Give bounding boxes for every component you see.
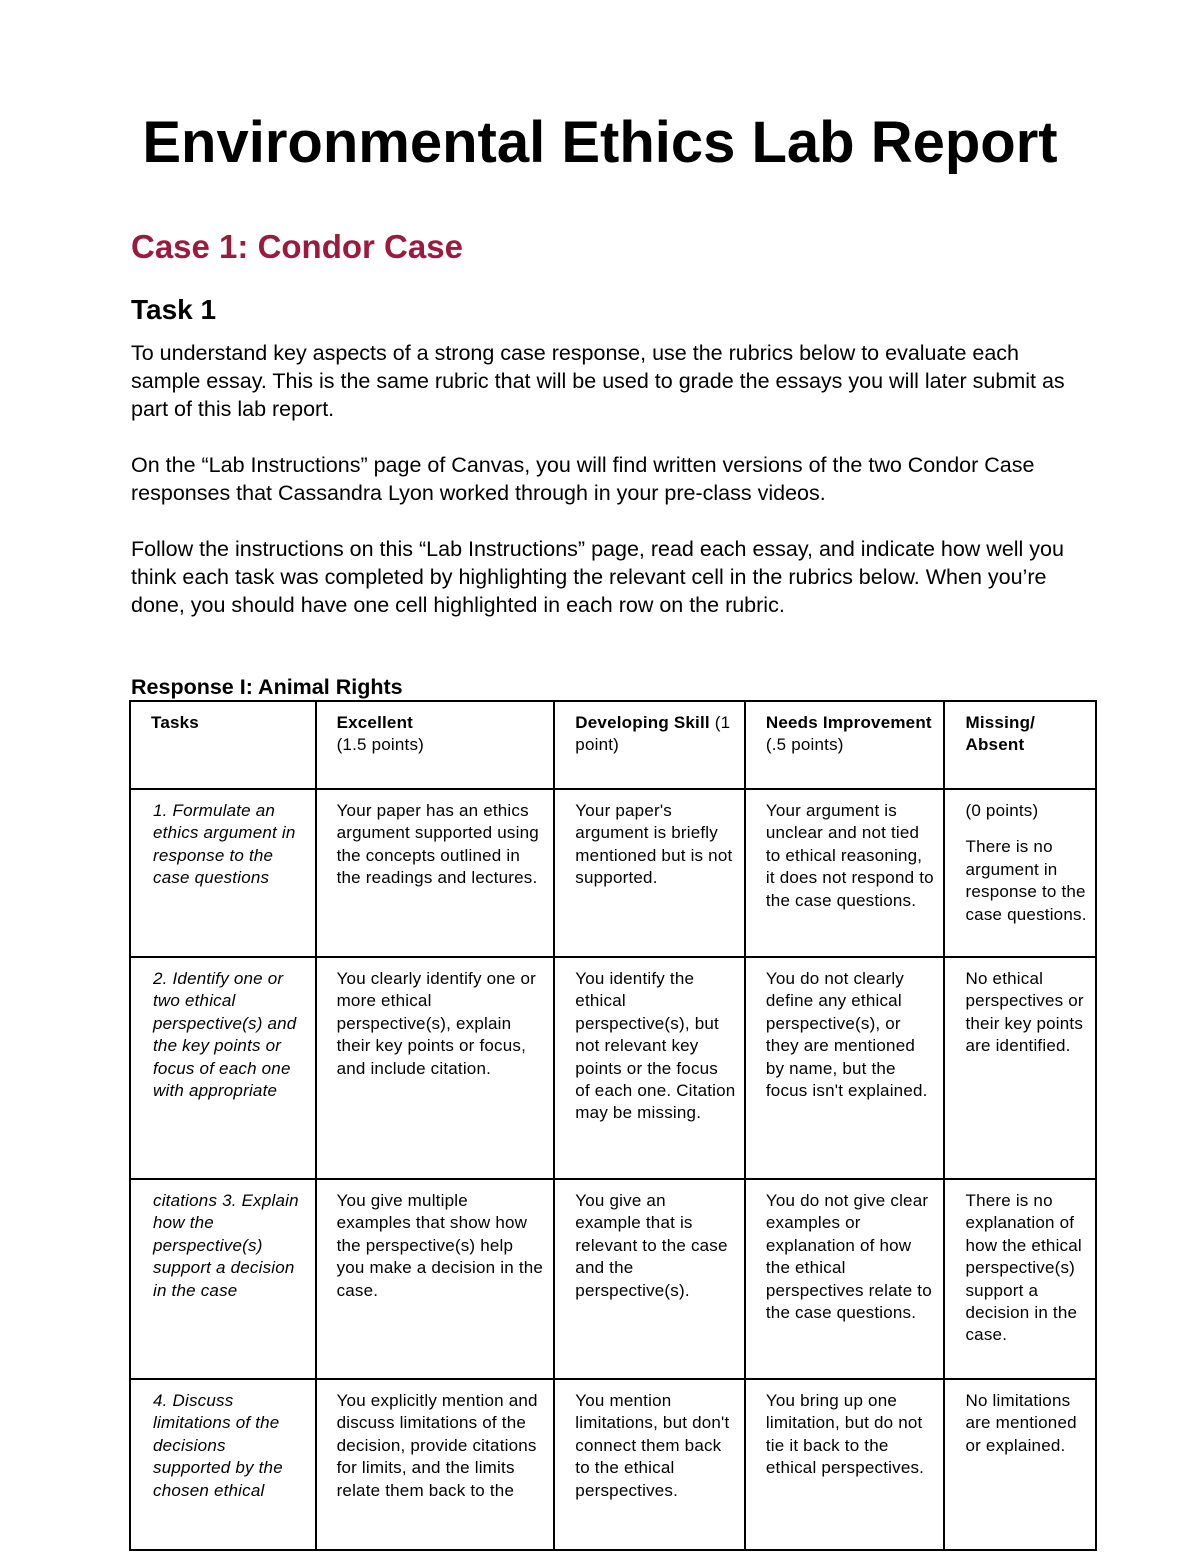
header-developing-points: (1 point) — [575, 713, 731, 755]
missing-cell-2[interactable]: No ethical perspectives or their key points are identified. — [944, 957, 1096, 1179]
header-developing — [554, 701, 745, 789]
needs-improvement-cell-1[interactable]: Your argument is unclear and not tied to ethical reasoning, it does not respond to the case questions. — [745, 789, 945, 957]
needs-improvement-cell-4[interactable]: You bring up one limitation, but do not tie it back to the ethical perspectives. — [745, 1379, 945, 1550]
header-needs-improvement — [745, 701, 945, 789]
task-cell-4: 4. Discuss limitations of the decisions supported by the chosen ethical — [130, 1379, 316, 1550]
rubric-header-row — [130, 701, 1096, 789]
intro-paragraph-2: On the “Lab Instructions” page of Canvas, you will find written versions of the two Condor Case responses that Cassandra Lyon worked through in your pre-class videos. — [131, 453, 1035, 505]
needs-improvement-cell-3[interactable]: You do not give clear examples or explanation of how the ethical perspectives relate to the case questions. — [745, 1179, 945, 1379]
task-cell-2: 2. Identify one or two ethical perspective(s) and the key points or focus of each one with appropriate — [130, 957, 316, 1179]
missing-cell-1-text: There is no argument in response to the case questions. — [965, 837, 1087, 924]
developing-cell-2[interactable]: You identify the ethical perspective(s), but not relevant key points or the focus of each one. Citation may be missing. — [554, 957, 745, 1179]
rubric-row — [130, 957, 1096, 1179]
developing-cell-1[interactable]: Your paper's argument is briefly mentioned but is not supported. — [554, 789, 745, 957]
developing-cell-4[interactable]: You mention limitations, but don't connect them back to the ethical perspectives. — [554, 1379, 745, 1550]
rubric-title: Response I: Animal Rights — [131, 675, 403, 699]
rubric-table — [129, 700, 1097, 1551]
rubric-row — [130, 789, 1096, 957]
header-tasks — [130, 701, 316, 789]
missing-cell-4[interactable]: No limitations are mentioned or explained. — [944, 1379, 1096, 1550]
task-heading: Task 1 — [131, 294, 217, 325]
header-tasks-label: Tasks — [151, 713, 199, 732]
header-excellent-label: Excellent — [336, 713, 414, 732]
header-missing — [944, 701, 1096, 789]
header-needs-points: (.5 points) — [765, 735, 844, 755]
intro-paragraph-3: Follow the instructions on this “Lab Instructions” page, read each essay, and indicate how well you think each task was completed by highlighting the relevant cell in the rubrics below. When you’re done, you should have one cell highlighted in each row on the rubric. — [131, 537, 1064, 617]
case-heading: Case 1: Condor Case — [131, 228, 463, 265]
header-developing-label: Developing Skill — [575, 713, 710, 732]
rubric-row — [130, 1179, 1096, 1379]
task-cell-1: 1. Formulate an ethics argument in response to the case questions — [130, 789, 316, 957]
header-excellent — [316, 701, 555, 789]
rubric-row — [130, 1379, 1096, 1550]
missing-points-label: (0 points) — [965, 801, 1039, 820]
intro-paragraph-1: To understand key aspects of a strong case response, use the rubrics below to evaluate each sample essay. This is the same rubric that will be used to grade the essays you will later submit as part of this lab report. — [131, 341, 1065, 421]
excellent-cell-3[interactable]: You give multiple examples that show how the perspective(s) help you make a decision in the case. — [316, 1179, 555, 1379]
excellent-cell-4[interactable]: You explicitly mention and discuss limitations of the decision, provide citations for limits, and the limits relate them back to the — [316, 1379, 555, 1550]
header-excellent-points: (1.5 points) — [336, 735, 425, 755]
developing-cell-3[interactable]: You give an example that is relevant to the case and the perspective(s). — [554, 1179, 745, 1379]
missing-cell-1[interactable] — [944, 789, 1096, 957]
task-cell-3: citations 3. Explain how the perspective(s) support a decision in the case — [130, 1179, 316, 1379]
excellent-cell-2[interactable]: You clearly identify one or more ethical perspective(s), explain their key points or focus, and include citation. — [316, 957, 555, 1179]
page-title: Environmental Ethics Lab Report — [142, 110, 1058, 175]
header-needs-label: Needs Improvement — [765, 713, 932, 732]
excellent-cell-1[interactable]: Your paper has an ethics argument supported using the concepts outlined in the readings and lectures. — [316, 789, 555, 957]
header-missing-label: Missing/ Absent — [965, 713, 1036, 755]
missing-cell-3[interactable]: There is no explanation of how the ethical perspective(s) support a decision in the case. — [944, 1179, 1096, 1379]
needs-improvement-cell-2[interactable]: You do not clearly define any ethical perspective(s), or they are mentioned by name, but the focus isn't explained. — [745, 957, 945, 1179]
